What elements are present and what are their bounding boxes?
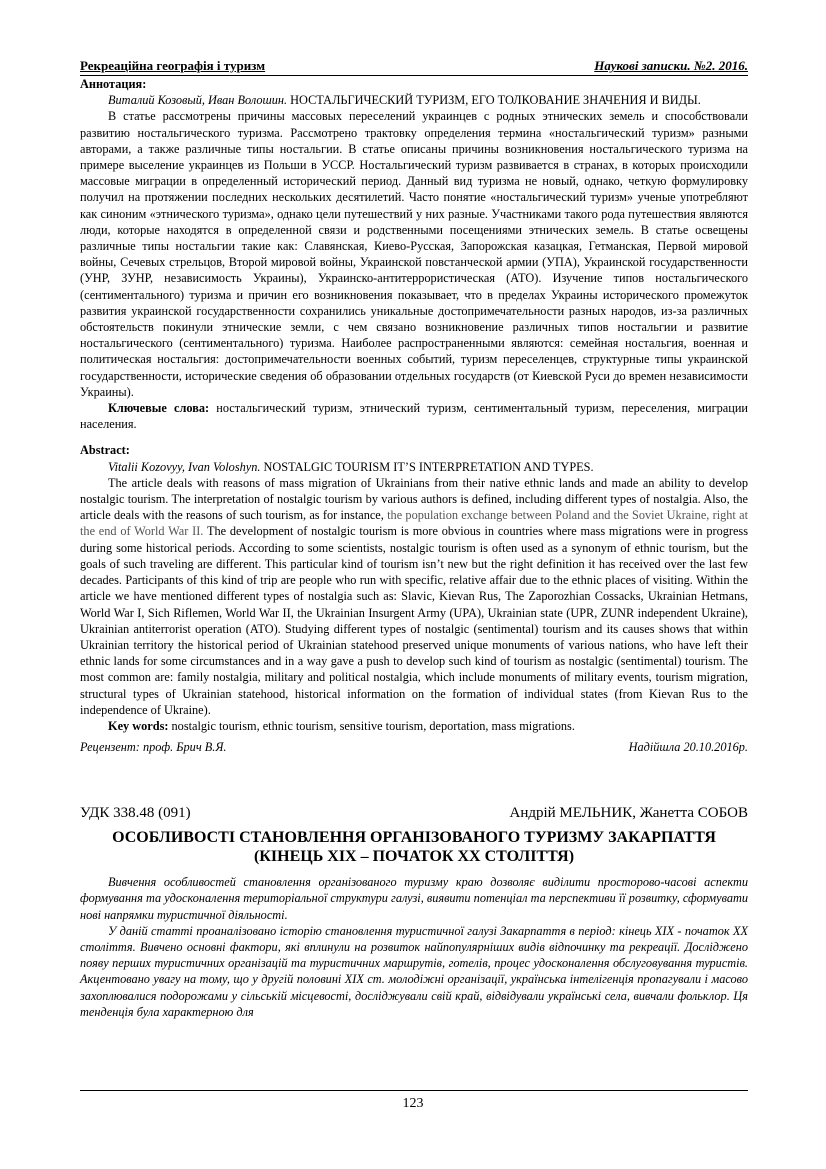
english-abstract-label: Abstract: (80, 443, 130, 458)
russian-keywords-label: Ключевые слова: (108, 401, 210, 416)
review-line (80, 740, 748, 755)
page-number: 123 (402, 1096, 424, 1111)
article-meta (80, 805, 748, 822)
english-body-part2: The development of nostalgic tourism is more obvious in countries where mass migrations were in progress during some historical periods. According to some scientists, nostalgic tourism is often used as a synonym of ethnic tourism, but the goals of such traveling are different. This particular kind of tourism isn’t new but the right definition it has received over the last few decades. Participants of this kind of trip are people who run with specific, relative affair due to the ethnic places of visiting. Within the article we have mentioned different types of nostalgia such as: Slavic, Kievan Rus, The Zaporozhian Cossacks, Ukrainian Hetmans, World War I, Sich Riflemen, World War II, the Ukrainian Insurgent Army (UPA), Ukrainian state (UPR, ZUNR independent Ukraine), Ukrainian antiterrorist operation (ATO). Studying different types of nostalgic (sentimental) tourism and its causes shows that within Ukrainian territory the historical period of Ukrainian statehood preserved unique monuments of various nations, who have left their ethnic lands for some circumstances and in a way gave a push to develop such kind of tourism as nostalgic (sentimental) tourism. The most common are: family nostalgia, military and political nostalgia, which include monuments of military events, tourism migration, structural types of Ukrainian statehood, historical information on the formation of individual states (from Kievan Rus to the independence of Ukraine). (80, 524, 748, 717)
article-abstract-p1: Вивчення особливостей становлення організованого туризму краю дозволяє виділити просторово-часові аспекти формування та удосконалення територіальної структури галузі, виявити потенціал та перспективи її розвитку, сформувати нові напрямки туристичної діяльності. (80, 875, 748, 922)
reviewer: Рецензент: проф. Брич В.Я. (80, 740, 227, 755)
russian-abstract-body: В статье рассмотрены причины массовых переселений украинцев с родных этнических земель и способствовали развитию ностальгического туризма. Рассмотрено трактовку определения термина «ностальгический туризм» разными авторами, а также различные типы ностальгии. В статье описаны причины возникновения ностальгического туризма на примере выселение украинцев из Польши в УССР. Ностальгический туризм развивается в странах, в которых происходили массовые миграции в определенный исторический период. Данный вид туризма не новый, однако, четкую формулировку получил на протяжении последних нескольких десятилетий. Часто понятие «ностальгический туризм» ученые употребляют как синоним «этнического туризма», однако цели путешествий у них разные. Участниками такого рода путешествия являются люди, которые находятся в определенной связи и родственными посещениями этнических земель. В статье освещены различные типы ностальгии такие как: Славянская, Киево-Русская, Запорожская казацкая, Гетманская, Первой мировой войны, Сечевых стрельцов, Второй мировой войны, Украинской повстанческой армии (УПА), Украинской государственности (УНР, ЗУНР, независимость Украины), Украинско-антитеррористическая (АТО). Изучение типов ностальгического (сентиментального) туризма и причин его возникновения показывает, что в пределах Украины исторического промежуток развития украинской государственности сохранились уникальные достопримечательности разных народов, из-за различных обстоятельств покинули этнические земли, с чем связано возникновение различных типов ностальгии и развитие ностальгического (сентиментального) туризма. Наиболее распространенными являются: семейная ностальгия, военная и политическая ностальгия: достопримечательности военных событий, туризм переселенцев, структурные типы украинской государственности, исторические сведения об образовании отдельных государств (от Киевской Руси до времен независимости Украины). (80, 109, 748, 399)
article-title-line2: (КІНЕЦЬ XIX – ПОЧАТОК XX СТОЛІТТЯ) (253, 848, 575, 866)
journal-section: Рекреаційна географія і туризм (80, 58, 266, 73)
russian-title: НОСТАЛЬГИЧЕСКИЙ ТУРИЗМ, ЕГО ТОЛКОВАНИЕ ЗНАЧЕНИЯ И ВИДЫ. (290, 93, 701, 108)
russian-keywords (80, 400, 748, 432)
english-keywords-text: nostalgic tourism, ethnic tourism, sensitive tourism, deportation, mass migrations. (171, 718, 575, 733)
page (80, 58, 748, 1020)
article-abstract-p2: У даній статті проаналізовано історію становлення туристичної галузі Закарпаття в період: кінець XIX - початок XX століття. Вивчено основні фактори, які вплинули на розвиток найпопулярніших видів відпочинку та рекреації. Досліджено появу перших туристичних організацій та туристичних маршрутів, готелів, процес удосконалення обслуговування туристів. Акцентовано увагу на тому, що у другій половині XIX ст. молодіжні організації, українська інтелігенція пропагували і масово захоплювалися подорожами у сільській місцевості, досліджували свій край, відвідували українські села, вивчали фольклор. Ця тенденція була характерною для (80, 923, 748, 1019)
russian-abstract-label: Аннотация: (80, 77, 147, 91)
udc-code: УДК 338.48 (091) (80, 805, 191, 822)
english-title: NOSTALGIC TOURISM IT’S INTERPRETATION AND TYPES. (263, 459, 594, 474)
english-citation (80, 459, 748, 475)
english-authors: Vitalii Kozovyy, Ivan Voloshyn. (108, 459, 261, 474)
english-body-part1: The article deals with reasons of mass migration of Ukrainians from their native ethnic lands and made an ability to develop nostalgic tourism. The interpretation of nostalgic tourism by various authors is defined, including different types of nostalgia. Also, the article deals with the reasons of such tourism, as for instance, (80, 475, 748, 523)
article-title (80, 828, 748, 866)
english-abstract-body (80, 475, 748, 718)
russian-authors: Виталий Козовый, Иван Волошин. (108, 93, 288, 108)
english-keywords-label: Key words: (108, 718, 169, 733)
english-abstract (80, 442, 748, 734)
received-date: Надійшла 20.10.2016р. (628, 740, 748, 755)
journal-issue: Наукові записки. №2. 2016. (594, 58, 748, 73)
article-authors: Андрій МЕЛЬНИК, Жанетта СОБОВ (509, 805, 748, 822)
article-title-line1: ОСОБЛИВОСТІ СТАНОВЛЕННЯ ОРГАНІЗОВАНОГО ТУРИЗМУ ЗАКАРПАТТЯ (112, 829, 716, 847)
article-abstract (80, 874, 748, 1020)
russian-abstract (80, 76, 748, 432)
english-keywords (80, 718, 748, 734)
russian-citation (80, 92, 748, 108)
russian-keywords-text: ностальгический туризм, этнический туризм, сентиментальный туризм, переселения, миграции населения. (80, 401, 748, 432)
footer-rule (80, 1090, 748, 1091)
english-body-highlight: the population exchange between Poland and the Soviet Ukraine, right at the end of World War II. (80, 508, 748, 539)
running-header (80, 58, 748, 76)
